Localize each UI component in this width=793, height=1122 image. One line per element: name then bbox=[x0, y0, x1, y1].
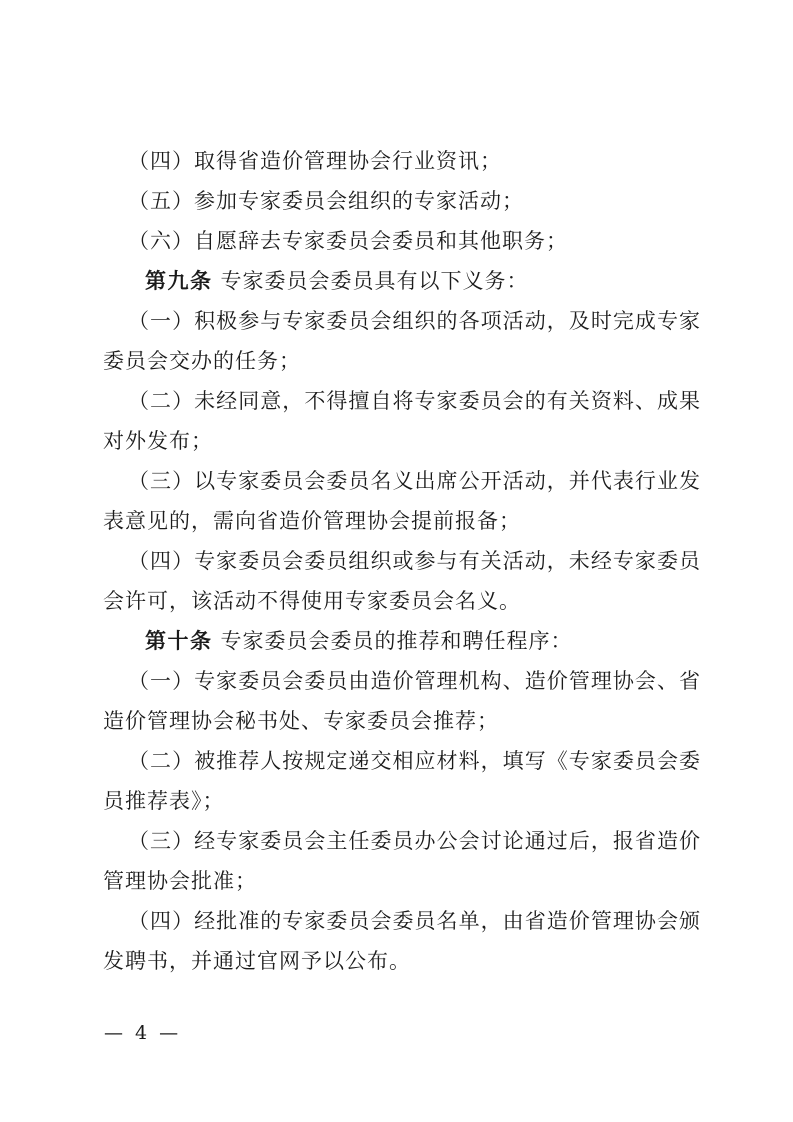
article-paragraph bbox=[103, 261, 701, 301]
paragraph-text: 专家委员会委员具有以下义务： bbox=[220, 269, 529, 293]
list-item-paragraph bbox=[103, 541, 701, 621]
list-item-paragraph bbox=[103, 661, 701, 741]
paragraph-text: （二）被推荐人按规定递交相应材料，填写《专家委员会委员推荐表》； bbox=[103, 749, 701, 813]
document-body bbox=[103, 141, 701, 981]
list-item-paragraph bbox=[103, 821, 701, 901]
article-number-label: 第十条 bbox=[145, 629, 213, 653]
paragraph-text: （三）以专家委员会委员名义出席公开活动，并代表行业发表意见的，需向省造价管理协会提前报备； bbox=[103, 469, 701, 533]
paragraph-text: （五）参加专家委员会组织的专家活动； bbox=[128, 189, 524, 213]
paragraph-text: （四）经批准的专家委员会委员名单，由省造价管理协会颁发聘书，并通过官网予以公布。 bbox=[103, 909, 701, 973]
list-item-paragraph bbox=[103, 221, 701, 261]
paragraph-text: （一）积极参与专家委员会组织的各项活动，及时完成专家委员会交办的任务； bbox=[103, 309, 701, 373]
article-paragraph bbox=[103, 621, 701, 661]
paragraph-text: （二）未经同意，不得擅自将专家委员会的有关资料、成果对外发布； bbox=[103, 389, 701, 453]
list-item-paragraph bbox=[103, 741, 701, 821]
list-item-paragraph bbox=[103, 901, 701, 981]
article-number-label: 第九条 bbox=[145, 269, 213, 293]
paragraph-text: （三）经专家委员会主任委员办公会讨论通过后，报省造价管理协会批准； bbox=[103, 829, 701, 893]
list-item-paragraph bbox=[103, 381, 701, 461]
paragraph-text: （四）专家委员会委员组织或参与有关活动，未经专家委员会许可，该活动不得使用专家委员会名义。 bbox=[103, 549, 701, 613]
paragraph-text: 专家委员会委员的推荐和聘任程序： bbox=[220, 629, 573, 653]
list-item-paragraph bbox=[103, 461, 701, 541]
list-item-paragraph bbox=[103, 301, 701, 381]
page-number: — 4 — bbox=[104, 1022, 182, 1044]
paragraph-text: （六）自愿辞去专家委员会委员和其他职务； bbox=[128, 229, 568, 253]
list-item-paragraph bbox=[103, 181, 701, 221]
paragraph-text: （四）取得省造价管理协会行业资讯； bbox=[128, 149, 502, 173]
list-item-paragraph bbox=[103, 141, 701, 181]
paragraph-text: （一）专家委员会委员由造价管理机构、造价管理协会、省造价管理协会秘书处、专家委员会推荐； bbox=[103, 669, 701, 733]
